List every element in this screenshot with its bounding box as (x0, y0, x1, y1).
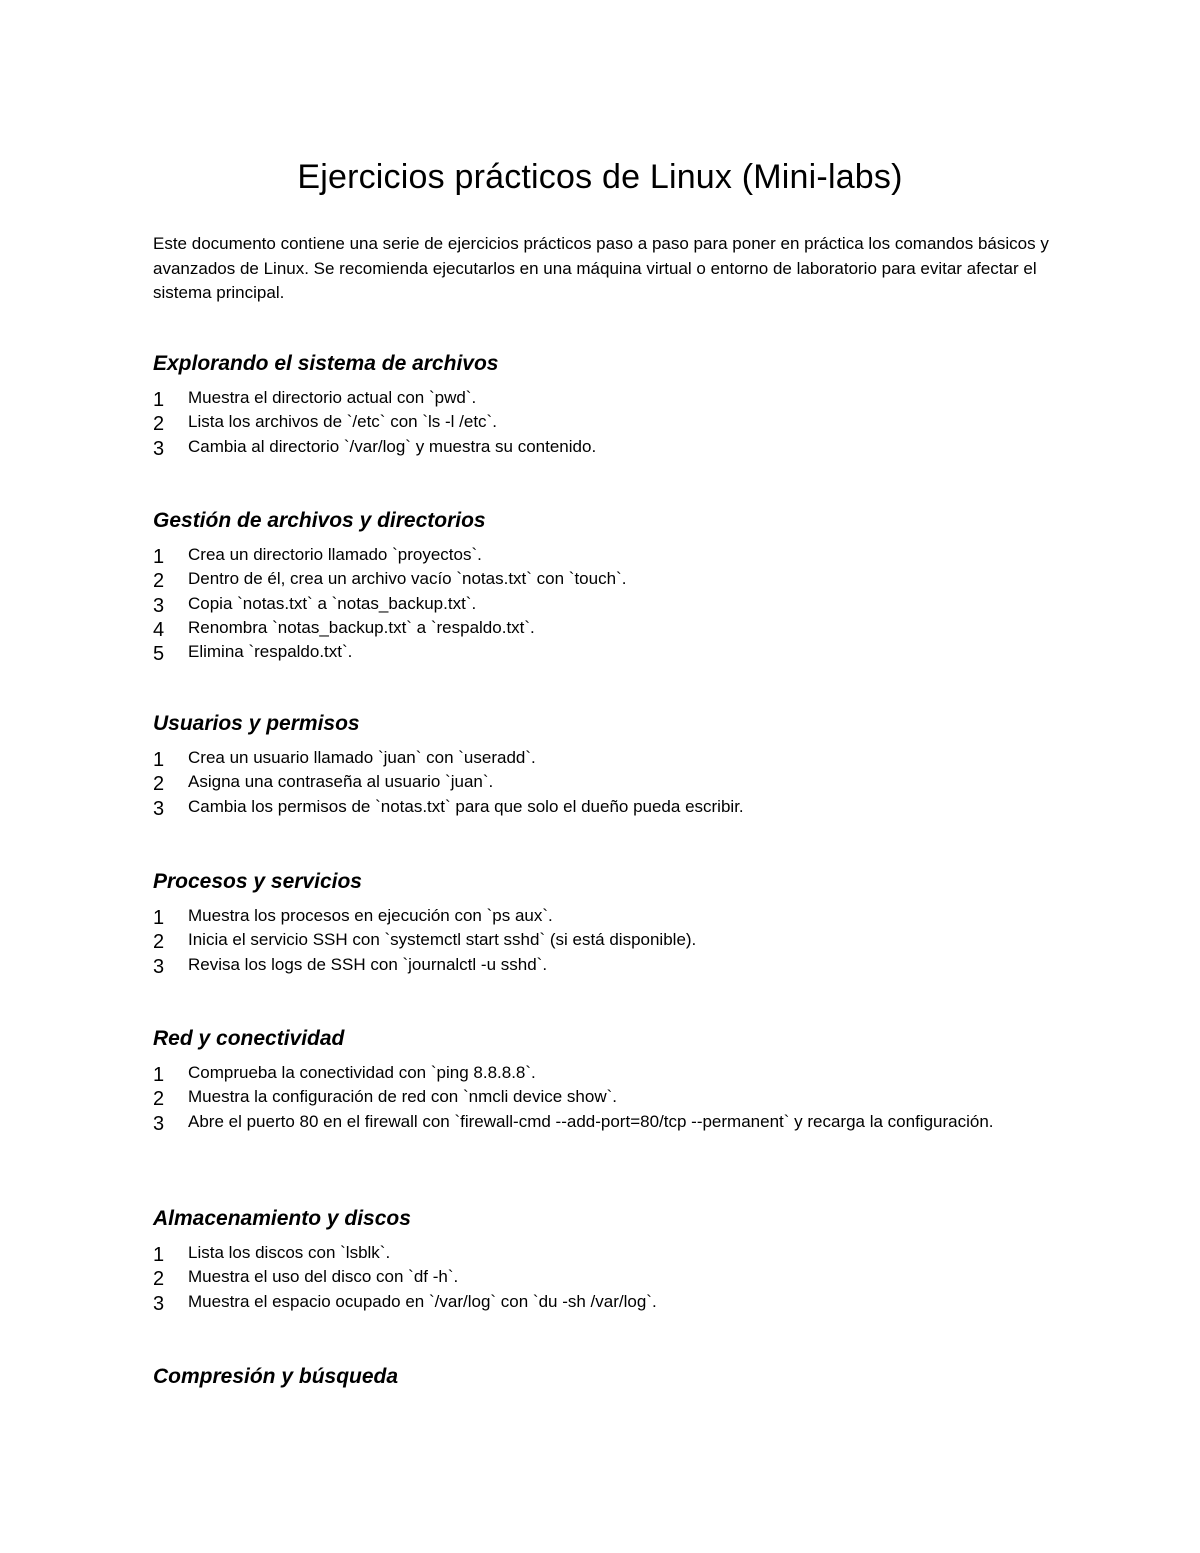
step-text: Asigna una contraseña al usuario `juan`. (188, 772, 494, 792)
step-text: Muestra el espacio ocupado en `/var/log` con `du -sh /var/log`. (188, 1291, 657, 1311)
list-item (153, 1241, 1053, 1265)
list-item (153, 953, 1053, 977)
steps-list (153, 543, 1053, 664)
step-number: 3 (153, 797, 165, 820)
section-almacenamiento-discos (153, 1205, 1053, 1314)
step-text: Cambia al directorio `/var/log` y muestra su contenido. (188, 436, 597, 456)
step-number: 3 (153, 1292, 165, 1315)
step-number: 5 (153, 643, 165, 666)
step-number: 2 (153, 931, 165, 954)
section-heading: Explorando el sistema de archivos (153, 352, 499, 375)
section-heading: Almacenamiento y discos (153, 1207, 411, 1230)
step-text: Copia `notas.txt` a `notas_backup.txt`. (188, 593, 477, 613)
step-number: 1 (153, 1064, 165, 1086)
section-explorando-sistema-archivos (153, 350, 1053, 459)
section-gestion-archivos-directorios (153, 507, 1053, 664)
step-text: Lista los discos con `lsblk`. (188, 1243, 391, 1262)
step-text: Crea un directorio llamado `proyectos`. (188, 545, 482, 564)
step-number: 4 (153, 618, 165, 641)
list-item (153, 928, 1053, 952)
section-heading: Procesos y servicios (153, 870, 362, 893)
step-text: Abre el puerto 80 en el firewall con `firewall-cmd --add-port=80/tcp --permanent` y recarga la configuración. (188, 1111, 994, 1131)
step-number: 3 (153, 1112, 165, 1135)
list-item (153, 386, 1053, 410)
page-title: Ejercicios prácticos de Linux (Mini-labs) (297, 158, 903, 196)
step-number: 3 (153, 955, 165, 978)
intro-paragraph: Este documento contiene una serie de ejercicios prácticos paso a paso para poner en práctica los comandos básicos y avanzados de Linux. Se recomienda ejecutarlos en una máquina virtual o entorno de laboratorio para evitar afectar el sistema principal. (153, 234, 1049, 302)
list-item (153, 770, 1053, 794)
step-text: Muestra la configuración de red con `nmcli device show`. (188, 1087, 617, 1107)
step-text: Dentro de él, crea un archivo vacío `notas.txt` con `touch`. (188, 569, 627, 589)
list-item (153, 904, 1053, 928)
step-number: 2 (153, 773, 165, 796)
steps-list (153, 746, 1053, 819)
list-item (153, 640, 1053, 664)
list-item (153, 592, 1053, 616)
list-item (153, 1061, 1053, 1085)
steps-list (153, 1241, 1053, 1314)
steps-list (153, 904, 1053, 977)
section-heading: Compresión y búsqueda (153, 1365, 399, 1388)
step-number: 2 (153, 570, 165, 593)
list-item (153, 795, 1053, 819)
list-item (153, 1085, 1053, 1109)
steps-list (153, 386, 1053, 459)
steps-list (153, 1061, 1053, 1134)
step-text: Elimina `respaldo.txt`. (188, 642, 353, 662)
section-compresion-busqueda (153, 1363, 1053, 1391)
step-number: 1 (153, 389, 165, 411)
section-red-conectividad (153, 1025, 1053, 1134)
step-number: 2 (153, 413, 165, 436)
step-text: Inicia el servicio SSH con `systemctl start sshd` (si está disponible). (188, 930, 697, 950)
step-number: 3 (153, 437, 165, 460)
step-number: 3 (153, 594, 165, 617)
step-text: Renombra `notas_backup.txt` a `respaldo.txt`. (188, 617, 535, 637)
step-text: Muestra los procesos en ejecución con `ps aux`. (188, 906, 553, 925)
step-number: 1 (153, 907, 165, 929)
step-text: Crea un usuario llamado `juan` con `useradd`. (188, 748, 536, 767)
list-item (153, 410, 1053, 434)
section-heading: Red y conectividad (153, 1027, 345, 1050)
list-item (153, 543, 1053, 567)
step-text: Revisa los logs de SSH con `journalctl -u sshd`. (188, 954, 548, 974)
section-heading: Usuarios y permisos (153, 712, 360, 735)
section-procesos-servicios (153, 868, 1053, 977)
step-text: Cambia los permisos de `notas.txt` para que solo el dueño pueda escribir. (188, 796, 744, 816)
step-number: 2 (153, 1088, 165, 1111)
step-number: 2 (153, 1268, 165, 1291)
step-text: Comprueba la conectividad con `ping 8.8.8.8`. (188, 1063, 536, 1082)
list-item (153, 616, 1053, 640)
section-usuarios-permisos (153, 710, 1053, 819)
list-item (153, 1290, 1053, 1314)
step-number: 1 (153, 1244, 165, 1266)
list-item (153, 1265, 1053, 1289)
step-text: Muestra el uso del disco con `df -h`. (188, 1267, 459, 1287)
step-text: Muestra el directorio actual con `pwd`. (188, 388, 477, 407)
step-number: 1 (153, 546, 165, 568)
list-item (153, 746, 1053, 770)
section-heading: Gestión de archivos y directorios (153, 509, 486, 532)
step-text: Lista los archivos de `/etc` con `ls -l /etc`. (188, 412, 497, 432)
list-item (153, 1110, 1053, 1134)
step-number: 1 (153, 749, 165, 771)
list-item (153, 567, 1053, 591)
list-item (153, 435, 1053, 459)
